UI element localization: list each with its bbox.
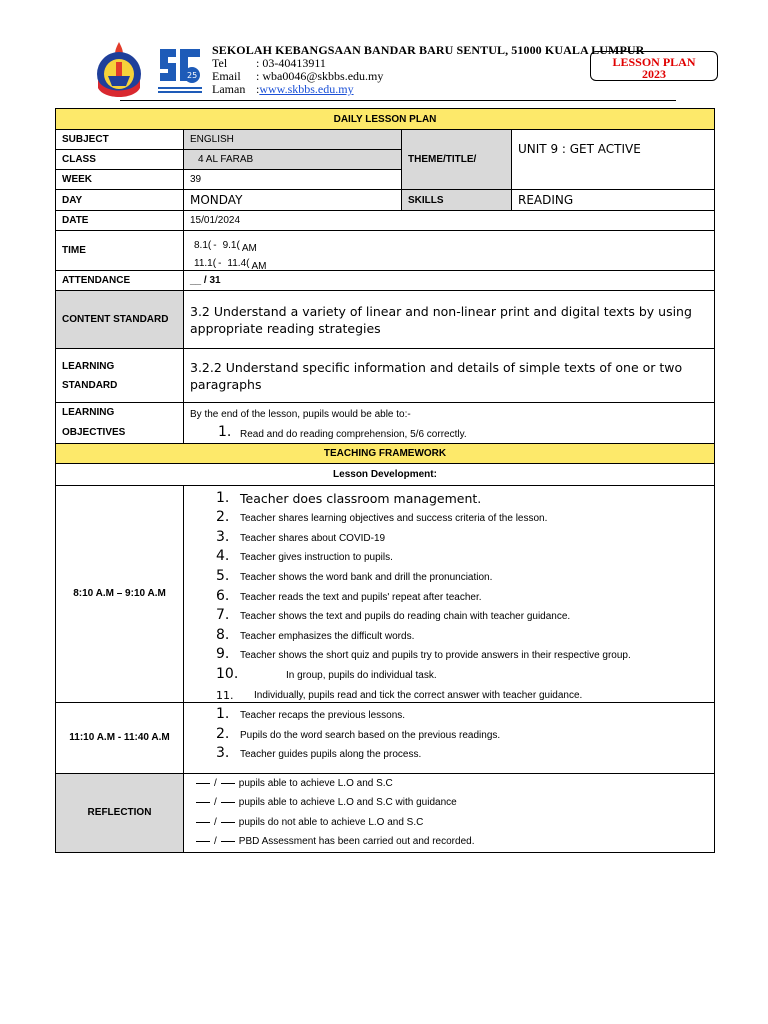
- step-number: 5.: [216, 567, 230, 584]
- lesson-development-subtitle: Lesson Development:: [56, 464, 715, 486]
- step-text: Teacher shows the word bank and drill the pronunciation.: [240, 571, 493, 583]
- session1-step-3: [216, 525, 708, 545]
- reflection-separator: /: [214, 816, 217, 828]
- time-ampm-2: AM: [251, 260, 267, 272]
- step-number: 2.: [216, 725, 230, 742]
- objectives-item: Read and do reading comprehension, 5/6 correctly.: [240, 429, 467, 440]
- tel-label: Tel: [212, 56, 228, 70]
- step-number: 3.: [216, 528, 230, 545]
- svg-text:25: 25: [187, 71, 198, 80]
- step-text: Teacher guides pupils along the process.: [240, 749, 422, 761]
- reflection-blank[interactable]: [196, 802, 210, 803]
- reflection-blank[interactable]: [221, 822, 235, 823]
- badge-year: 2023: [642, 67, 666, 81]
- step-text: Teacher shows the short quiz and pupils try to provide answers in their respective group.: [240, 650, 631, 662]
- reflection-label: REFLECTION: [56, 773, 184, 852]
- step-text: Teacher recaps the previous lessons.: [240, 710, 406, 722]
- session1-step-9: [216, 643, 708, 663]
- step-text: Teacher reads the text and pupils' repeat after teacher.: [240, 591, 482, 603]
- attendance-value: __ / 31: [184, 271, 715, 291]
- reflection-text: PBD Assessment has been carried out and recorded.: [238, 836, 475, 848]
- time-value: 8.1( - 9.1( AM 11.1( - 11.4( AM: [184, 231, 715, 271]
- reflection-text: pupils able to achieve L.O and S.C with guidance: [238, 797, 457, 809]
- theme-label: THEME/TITLE/: [402, 130, 512, 190]
- step-text: Teacher gives instruction to pupils.: [240, 552, 393, 564]
- reflection-blank[interactable]: [196, 822, 210, 823]
- objectives-label-1: LEARNING: [62, 407, 115, 418]
- step-number: 6.: [216, 587, 230, 604]
- session1-step-11: [216, 682, 708, 702]
- web-label: Laman: [212, 82, 246, 96]
- date-label: DATE: [56, 211, 184, 231]
- reflection-separator: /: [214, 777, 217, 789]
- time-end-1: 9.1(: [222, 239, 240, 251]
- class-value: 4 AL FARAB: [184, 150, 402, 170]
- session1-step-list: [216, 486, 708, 702]
- reflection-line-4: [192, 832, 708, 852]
- session1-step-7: [216, 604, 708, 624]
- reflection-line-3: [192, 813, 708, 833]
- session2-step-3: [216, 742, 708, 762]
- session2-step-2: [216, 722, 708, 742]
- header-divider: [120, 100, 676, 101]
- session1-step-6: [216, 584, 708, 604]
- step-number: 4.: [216, 548, 230, 565]
- learning-standard-value: 3.2.2 Understand specific information and details of simple texts of one or two paragraphs: [184, 349, 715, 403]
- time-label: TIME: [56, 231, 184, 271]
- tel-value: : 03-40413911: [256, 56, 326, 70]
- step-number: 10.: [216, 665, 239, 682]
- objectives-num: 1.: [218, 424, 232, 440]
- school-crest-logo: [90, 40, 148, 102]
- skills-label: SKILLS: [402, 190, 512, 211]
- objectives-label: [56, 403, 184, 444]
- learning-standard-label-2: STANDARD: [62, 379, 118, 391]
- step-text: Teacher shares about COVID-19: [240, 532, 386, 544]
- session1-step-1: [216, 486, 708, 506]
- week-value: 39: [184, 170, 402, 190]
- class-label: CLASS: [56, 150, 184, 170]
- reflection-lines: [184, 773, 715, 852]
- email-label: Email: [212, 69, 241, 83]
- school-name: SEKOLAH KEBANGSAAN BANDAR BARU SENTUL, 51000 KUALA LUMPUR: [212, 43, 645, 57]
- theme-value: UNIT 9 : GET ACTIVE: [512, 130, 715, 190]
- time-ampm-1: AM: [241, 242, 257, 254]
- lesson-plan-table: [55, 108, 715, 853]
- session1-time: 8:10 A.M – 9:10 A.M: [56, 486, 184, 703]
- reflection-blank[interactable]: [196, 783, 210, 784]
- reflection-text: pupils able to achieve L.O and S.C: [238, 777, 393, 789]
- reflection-separator: /: [214, 797, 217, 809]
- time-start-2: 11.1(: [194, 257, 217, 269]
- reflection-line-1: [192, 774, 708, 794]
- reflection-list: [192, 774, 708, 852]
- reflection-separator: /: [214, 836, 217, 848]
- session1-step-2: [216, 506, 708, 526]
- website-link[interactable]: www.skbbs.edu.my: [259, 82, 354, 96]
- lesson-plan-badge: [590, 51, 718, 81]
- subject-value: ENGLISH: [184, 130, 402, 150]
- learning-standard-label: [56, 349, 184, 403]
- reflection-blank[interactable]: [221, 841, 235, 842]
- web-sep: :: [256, 82, 260, 96]
- attendance-label: ATTENDANCE: [56, 271, 184, 291]
- objectives-label-2: OBJECTIVES: [62, 427, 126, 438]
- reflection-line-2: [192, 793, 708, 813]
- content-standard-label: CONTENT STANDARD: [56, 291, 184, 349]
- reflection-blank[interactable]: [196, 841, 210, 842]
- week-label: WEEK: [56, 170, 184, 190]
- reflection-text: pupils do not able to achieve L.O and S.C: [238, 816, 424, 828]
- session2-steps: [184, 702, 715, 773]
- contact-block: [212, 57, 383, 96]
- step-text: Individually, pupils read and tick the correct answer with teacher guidance.: [254, 689, 583, 701]
- content-standard-value: 3.2 Understand a variety of linear and non-linear print and digital texts by using appropriate reading strategies: [184, 291, 715, 349]
- session1-steps: [184, 486, 715, 703]
- step-number: 9.: [216, 646, 230, 663]
- teaching-framework-title: TEACHING FRAMEWORK: [56, 444, 715, 464]
- time-start-1: 8.1(: [194, 239, 212, 251]
- subject-label: SUBJECT: [56, 130, 184, 150]
- session1-step-4: [216, 545, 708, 565]
- reflection-blank[interactable]: [221, 783, 235, 784]
- step-number: 7.: [216, 607, 230, 624]
- time-end-2: 11.4(: [227, 257, 250, 269]
- session1-step-10: [216, 662, 708, 682]
- reflection-blank[interactable]: [221, 802, 235, 803]
- session2-time: 11:10 A.M - 11:40 A.M: [56, 702, 184, 773]
- email-value: : wba0046@skbbs.edu.my: [256, 69, 384, 83]
- learning-standard-label-1: LEARNING: [62, 360, 115, 372]
- skills-value: READING: [512, 190, 715, 211]
- step-number: 2.: [216, 509, 230, 526]
- daily-lesson-plan-title: DAILY LESSON PLAN: [56, 109, 715, 130]
- step-number: 1.: [216, 489, 230, 506]
- session2-step-1: [216, 703, 708, 723]
- session1-step-8: [216, 623, 708, 643]
- step-number: 1.: [216, 706, 230, 723]
- day-label: DAY: [56, 190, 184, 211]
- step-text: Teacher shows the text and pupils do reading chain with teacher guidance.: [240, 611, 571, 623]
- step-number: 8.: [216, 626, 230, 643]
- step-text: Teacher does classroom management.: [240, 490, 482, 506]
- badge-title: LESSON PLAN: [612, 55, 696, 69]
- session1-step-5: [216, 564, 708, 584]
- step-text: In group, pupils do individual task.: [286, 669, 437, 681]
- step-text: Pupils do the word search based on the previous readings.: [240, 729, 501, 741]
- session2-step-list: [216, 703, 708, 762]
- objectives-intro: By the end of the lesson, pupils would be able to:-: [190, 409, 411, 420]
- step-number: 11.: [216, 688, 234, 702]
- date-value: 15/01/2024: [184, 211, 715, 231]
- step-number: 3.: [216, 745, 230, 762]
- step-text: Teacher emphasizes the difficult words.: [240, 630, 415, 642]
- objectives-value: [184, 403, 715, 444]
- step-text: Teacher shares learning objectives and success criteria of the lesson.: [240, 513, 548, 525]
- sk25-logo: [156, 45, 204, 95]
- day-value: MONDAY: [184, 190, 402, 211]
